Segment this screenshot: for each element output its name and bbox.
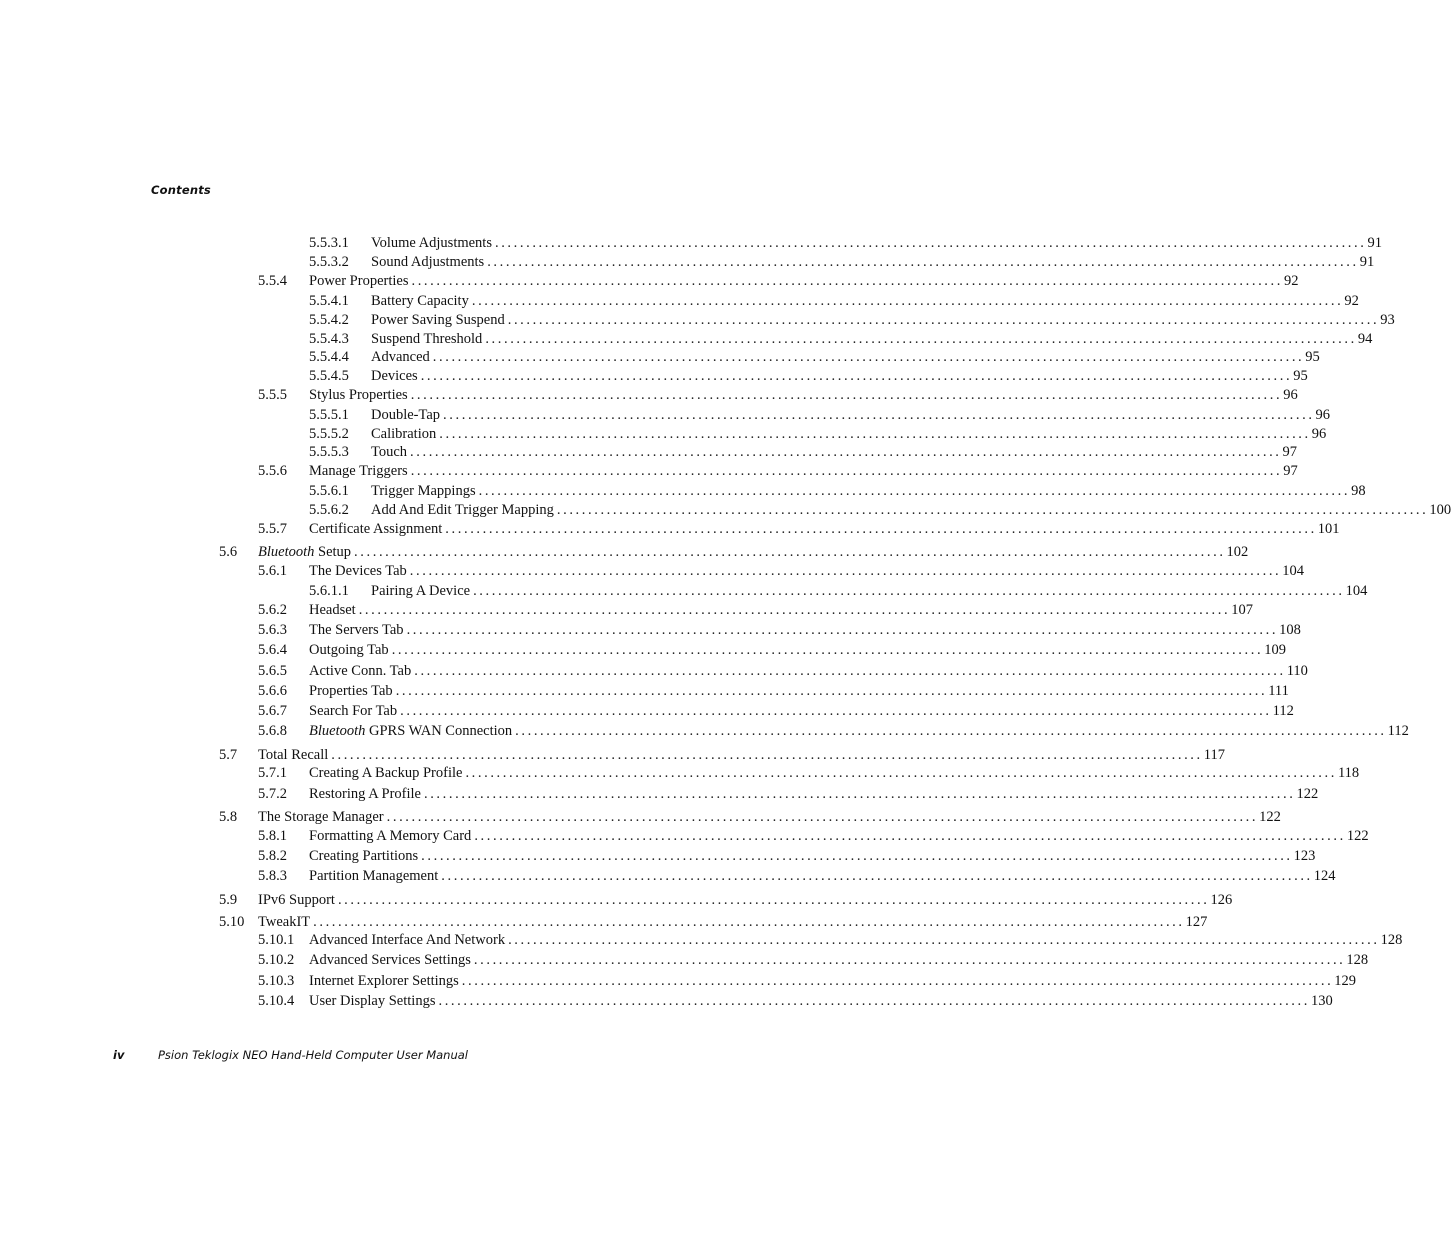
dot-leader: ............................................................................................................................................ (507, 312, 1380, 328)
dot-leader: ............................................................................................................................................ (508, 932, 1380, 948)
toc-entry-page: 96 (1315, 407, 1331, 423)
toc-entry-title: Creating Partitions (309, 848, 419, 864)
toc-entry[interactable] (309, 501, 1451, 519)
dot-leader: ............................................................................................................................................ (473, 952, 1346, 968)
toc-entry-title: Battery Capacity (371, 293, 469, 309)
toc-entry-number: 5.10.2 (258, 952, 295, 968)
toc-entry[interactable] (219, 913, 1208, 931)
dot-leader: ............................................................................................................................................ (445, 521, 1317, 537)
toc-entry-page: 97 (1282, 444, 1298, 460)
toc-entry-page: 127 (1185, 914, 1208, 930)
toc-entry-number: 5.6.2 (258, 602, 287, 618)
toc-entry[interactable] (309, 443, 1298, 461)
toc-entry[interactable] (219, 808, 1281, 826)
toc-entry-title (258, 543, 354, 561)
toc-entry-number: 5.7 (219, 747, 238, 763)
dot-leader: ............................................................................................................................................ (420, 368, 1293, 384)
toc-entry[interactable] (258, 867, 1336, 885)
toc-entry-page: 128 (1346, 952, 1369, 968)
toc-entry-title: Power Saving Suspend (371, 312, 505, 328)
toc-entry-number: 5.5.6 (258, 463, 287, 479)
toc-entry-number: 5.5.4.2 (309, 312, 349, 328)
toc-entry[interactable] (258, 601, 1253, 619)
toc-entry-number: 5.5.4 (258, 273, 287, 289)
toc-entry[interactable] (309, 330, 1373, 348)
toc-entry-number: 5.5.6.2 (309, 502, 349, 518)
toc-entry-title: Advanced Services Settings (309, 952, 471, 968)
dot-leader: ............................................................................................................................................ (409, 563, 1282, 579)
toc-entry-page: 104 (1345, 583, 1368, 599)
dot-leader: ............................................................................................................................................ (411, 273, 1283, 289)
toc-entry[interactable] (258, 682, 1289, 700)
toc-entry-number: 5.9 (219, 892, 238, 908)
manual-title: Psion Teklogix NEO Hand-Held Computer User Manual (158, 1048, 468, 1062)
dot-leader: ............................................................................................................................................ (461, 973, 1334, 989)
toc-entry[interactable] (258, 722, 1409, 740)
toc-entry-page: 104 (1282, 563, 1305, 579)
toc-entry-title: Touch (371, 444, 408, 460)
toc-entry[interactable] (258, 764, 1360, 782)
toc-entry-page: 130 (1310, 993, 1333, 1009)
toc-entry-number: 5.8.3 (258, 868, 287, 884)
toc-entry-title: Suspend Threshold (371, 331, 483, 347)
toc-entry-title: The Devices Tab (309, 563, 407, 579)
toc-entry-title: Partition Management (309, 868, 439, 884)
dot-leader: ............................................................................................................................................ (358, 602, 1231, 618)
dot-leader: ............................................................................................................................................ (406, 622, 1279, 638)
toc-entry-title: Double-Tap (371, 407, 441, 423)
toc-entry-page: 96 (1283, 387, 1298, 403)
dot-leader: ............................................................................................................................................ (400, 703, 1272, 719)
toc-entry-number: 5.6.3 (258, 622, 287, 638)
toc-entry-number: 5.6.5 (258, 663, 287, 679)
toc-entry-number: 5.8.1 (258, 828, 287, 844)
toc-entry[interactable] (309, 425, 1327, 443)
toc-entry-title: Add And Edit Trigger Mapping (371, 502, 554, 518)
dot-leader: ............................................................................................................................................ (414, 663, 1286, 679)
dot-leader: ............................................................................................................................................ (354, 544, 1226, 560)
toc-entry-title: The Servers Tab (309, 622, 404, 638)
toc-entry-page: 102 (1226, 544, 1249, 560)
toc-entry[interactable] (258, 520, 1340, 538)
toc-entry-page: 107 (1231, 602, 1253, 618)
toc-entry-number: 5.6.1.1 (309, 583, 349, 599)
toc-entry[interactable] (309, 253, 1375, 271)
page-number: iv (113, 1048, 125, 1062)
dot-leader: ............................................................................................................................................ (478, 483, 1351, 499)
toc-entry-page: 122 (1346, 828, 1369, 844)
toc-entry-page: 97 (1283, 463, 1298, 479)
toc-entry-number: 5.7.2 (258, 786, 287, 802)
dot-leader: ............................................................................................................................................ (441, 868, 1313, 884)
toc-entry-title: Certificate Assignment (309, 521, 443, 537)
dot-leader: ............................................................................................................................................ (494, 235, 1367, 251)
toc-entry-page: 92 (1344, 293, 1359, 309)
toc-entry-title-text: Setup (314, 544, 352, 560)
toc-entry[interactable] (309, 311, 1395, 329)
dot-leader: ............................................................................................................................................ (471, 293, 1344, 309)
toc-entry-number: 5.10.4 (258, 993, 295, 1009)
dot-leader: ............................................................................................................................................ (439, 426, 1311, 442)
toc-entry-title: Outgoing Tab (309, 642, 389, 658)
dot-leader: ............................................................................................................................................ (410, 463, 1283, 479)
toc-entry[interactable] (258, 641, 1286, 659)
dot-leader: ............................................................................................................................................ (395, 683, 1268, 699)
toc-entry-number: 5.5.7 (258, 521, 287, 537)
toc-entry[interactable] (258, 992, 1333, 1010)
toc-entry-title: Calibration (371, 426, 437, 442)
toc-entry-title: Creating A Backup Profile (309, 765, 463, 781)
toc-entry-title: Advanced Interface And Network (309, 932, 506, 948)
toc-entry-page: 122 (1296, 786, 1319, 802)
toc-entry-title: IPv6 Support (258, 892, 335, 908)
toc-entry-number: 5.5.5.1 (309, 407, 349, 423)
dot-leader: ............................................................................................................................................ (410, 444, 1282, 460)
toc-entry[interactable] (258, 847, 1316, 865)
dot-leader: ............................................................................................................................................ (515, 723, 1387, 739)
toc-entry[interactable] (309, 292, 1359, 310)
dot-leader: ............................................................................................................................................ (313, 914, 1185, 930)
toc-entry[interactable] (219, 543, 1249, 561)
dot-leader: ............................................................................................................................................ (423, 786, 1296, 802)
dot-leader: ............................................................................................................................................ (465, 765, 1337, 781)
toc-entry-page: 112 (1387, 723, 1409, 739)
toc-entry-title: TweakIT (258, 914, 311, 930)
toc-entry-number: 5.5.3.2 (309, 254, 349, 270)
toc-entry-page: 123 (1293, 848, 1316, 864)
toc-entry-page: 91 (1359, 254, 1375, 270)
toc-entry-title: Formatting A Memory Card (309, 828, 472, 844)
dot-leader: ............................................................................................................................................ (438, 993, 1310, 1009)
toc-entry-number: 5.10.1 (258, 932, 295, 948)
dot-leader: ............................................................................................................................................ (421, 848, 1293, 864)
toc-entry-title: Internet Explorer Settings (309, 973, 459, 989)
toc-entry-title: User Display Settings (309, 993, 436, 1009)
dot-leader: ............................................................................................................................................ (443, 407, 1315, 423)
toc-entry[interactable] (258, 827, 1369, 845)
toc-entry[interactable] (258, 951, 1369, 969)
toc-entry-page: 128 (1380, 932, 1403, 948)
toc-entry-number: 5.6.7 (258, 703, 287, 719)
dot-leader: ............................................................................................................................................ (410, 387, 1283, 403)
toc-entry-page: 101 (1317, 521, 1340, 537)
toc-entry[interactable] (258, 562, 1305, 580)
toc-entry-title-italic: Bluetooth (258, 544, 315, 560)
toc-entry[interactable] (309, 367, 1308, 385)
toc-entry[interactable] (309, 348, 1320, 366)
toc-entry-number: 5.10 (219, 914, 245, 930)
toc-entry[interactable] (219, 746, 1225, 764)
toc-entry[interactable] (258, 972, 1357, 990)
toc-entry[interactable] (258, 462, 1298, 480)
toc-entry-page: 92 (1283, 273, 1299, 289)
toc-entry[interactable] (309, 406, 1331, 424)
dot-leader: ............................................................................................................................................ (474, 828, 1346, 844)
toc-entry-title: Devices (371, 368, 418, 384)
toc-entry-number: 5.6.1 (258, 563, 287, 579)
toc-entry-title: Pairing A Device (371, 583, 471, 599)
page-footer (113, 1048, 468, 1062)
toc-entry-title-text: GPRS WAN Connection (365, 723, 513, 739)
toc-entry-number: 5.6.8 (258, 723, 287, 739)
toc-entry[interactable] (258, 272, 1299, 290)
toc-entry-page: 117 (1203, 747, 1225, 763)
toc-entry-number: 5.5.4.1 (309, 293, 349, 309)
toc-entry-page: 96 (1311, 426, 1327, 442)
toc-entry-page: 118 (1337, 765, 1360, 781)
toc-entry-page: 95 (1293, 368, 1308, 384)
toc-entry-page: 112 (1272, 703, 1294, 719)
toc-entry-number: 5.8.2 (258, 848, 287, 864)
toc-entry-page: 111 (1268, 683, 1289, 699)
toc-entry-page: 109 (1264, 642, 1286, 658)
toc-entry-page: 129 (1334, 973, 1357, 989)
toc-entry-title: Volume Adjustments (371, 235, 492, 251)
toc-entry-number: 5.6.4 (258, 642, 287, 658)
toc-entry[interactable] (309, 482, 1366, 500)
toc-entry[interactable] (258, 662, 1308, 680)
dot-leader: ............................................................................................................................................ (473, 583, 1345, 599)
toc-entry-title: Stylus Properties (309, 387, 408, 403)
toc-entry-title: Properties Tab (309, 683, 393, 699)
toc-entry-page: 110 (1286, 663, 1308, 679)
toc-entry-number: 5.5.4.5 (309, 368, 349, 384)
toc-entry-page: 94 (1357, 331, 1373, 347)
toc-entry-number: 5.10.3 (258, 973, 295, 989)
toc-entry[interactable] (219, 891, 1233, 909)
toc-entry-page: 95 (1305, 349, 1320, 365)
toc-entry-page: 108 (1279, 622, 1301, 638)
toc-entry-title: Trigger Mappings (371, 483, 476, 499)
toc-entry-title: Active Conn. Tab (309, 663, 412, 679)
dot-leader: ............................................................................................................................................ (485, 331, 1357, 347)
dot-leader: ............................................................................................................................................ (331, 747, 1203, 763)
toc-entry-number: 5.5.5.2 (309, 426, 349, 442)
toc-entry-page: 93 (1380, 312, 1395, 328)
toc-entry-title: Power Properties (309, 273, 409, 289)
dot-leader: ............................................................................................................................................ (432, 349, 1305, 365)
toc-entry-page: 100 (1429, 502, 1451, 518)
toc-entry[interactable] (258, 621, 1301, 639)
toc-entry-title: Headset (309, 602, 356, 618)
toc-entry-title: Restoring A Profile (309, 786, 421, 802)
toc-entry-title: Search For Tab (309, 703, 398, 719)
toc-entry-number: 5.5.5 (258, 387, 287, 403)
toc-entry[interactable] (258, 785, 1319, 803)
toc-entry-title (309, 722, 515, 740)
toc-entry[interactable] (309, 582, 1368, 600)
toc-entry-title: Manage Triggers (309, 463, 408, 479)
toc-entry-page: 122 (1259, 809, 1281, 825)
toc-entry-page: 124 (1313, 868, 1336, 884)
toc-entry-title: The Storage Manager (258, 809, 384, 825)
dot-leader: ............................................................................................................................................ (487, 254, 1359, 270)
toc-entry-title: Sound Adjustments (371, 254, 485, 270)
toc-entry-title: Total Recall (258, 747, 329, 763)
toc-entry-number: 5.6.6 (258, 683, 287, 699)
toc-entry-number: 5.7.1 (258, 765, 287, 781)
dot-leader: ............................................................................................................................................ (386, 809, 1259, 825)
running-header: Contents (151, 183, 211, 197)
dot-leader: ............................................................................................................................................ (391, 642, 1264, 658)
toc-entry-number: 5.8 (219, 809, 238, 825)
toc-entry-number: 5.5.5.3 (309, 444, 349, 460)
toc-entry[interactable] (309, 234, 1382, 252)
toc-entry-number: 5.5.6.1 (309, 483, 349, 499)
toc-entry-title-italic: Bluetooth (309, 723, 366, 739)
toc-entry-number: 5.5.4.4 (309, 349, 349, 365)
toc-entry-page: 126 (1210, 892, 1233, 908)
dot-leader: ............................................................................................................................................ (556, 502, 1429, 518)
toc-entry[interactable] (258, 386, 1298, 404)
toc-entry-number: 5.5.3.1 (309, 235, 349, 251)
toc-entry-page: 98 (1351, 483, 1366, 499)
toc-entry-number: 5.5.4.3 (309, 331, 349, 347)
dot-leader: ............................................................................................................................................ (337, 892, 1210, 908)
toc-entry[interactable] (258, 702, 1294, 720)
toc-entry-title: Advanced (371, 349, 430, 365)
toc-entry-number: 5.6 (219, 544, 238, 560)
toc-entry[interactable] (258, 931, 1403, 949)
toc-entry-page: 91 (1367, 235, 1382, 251)
